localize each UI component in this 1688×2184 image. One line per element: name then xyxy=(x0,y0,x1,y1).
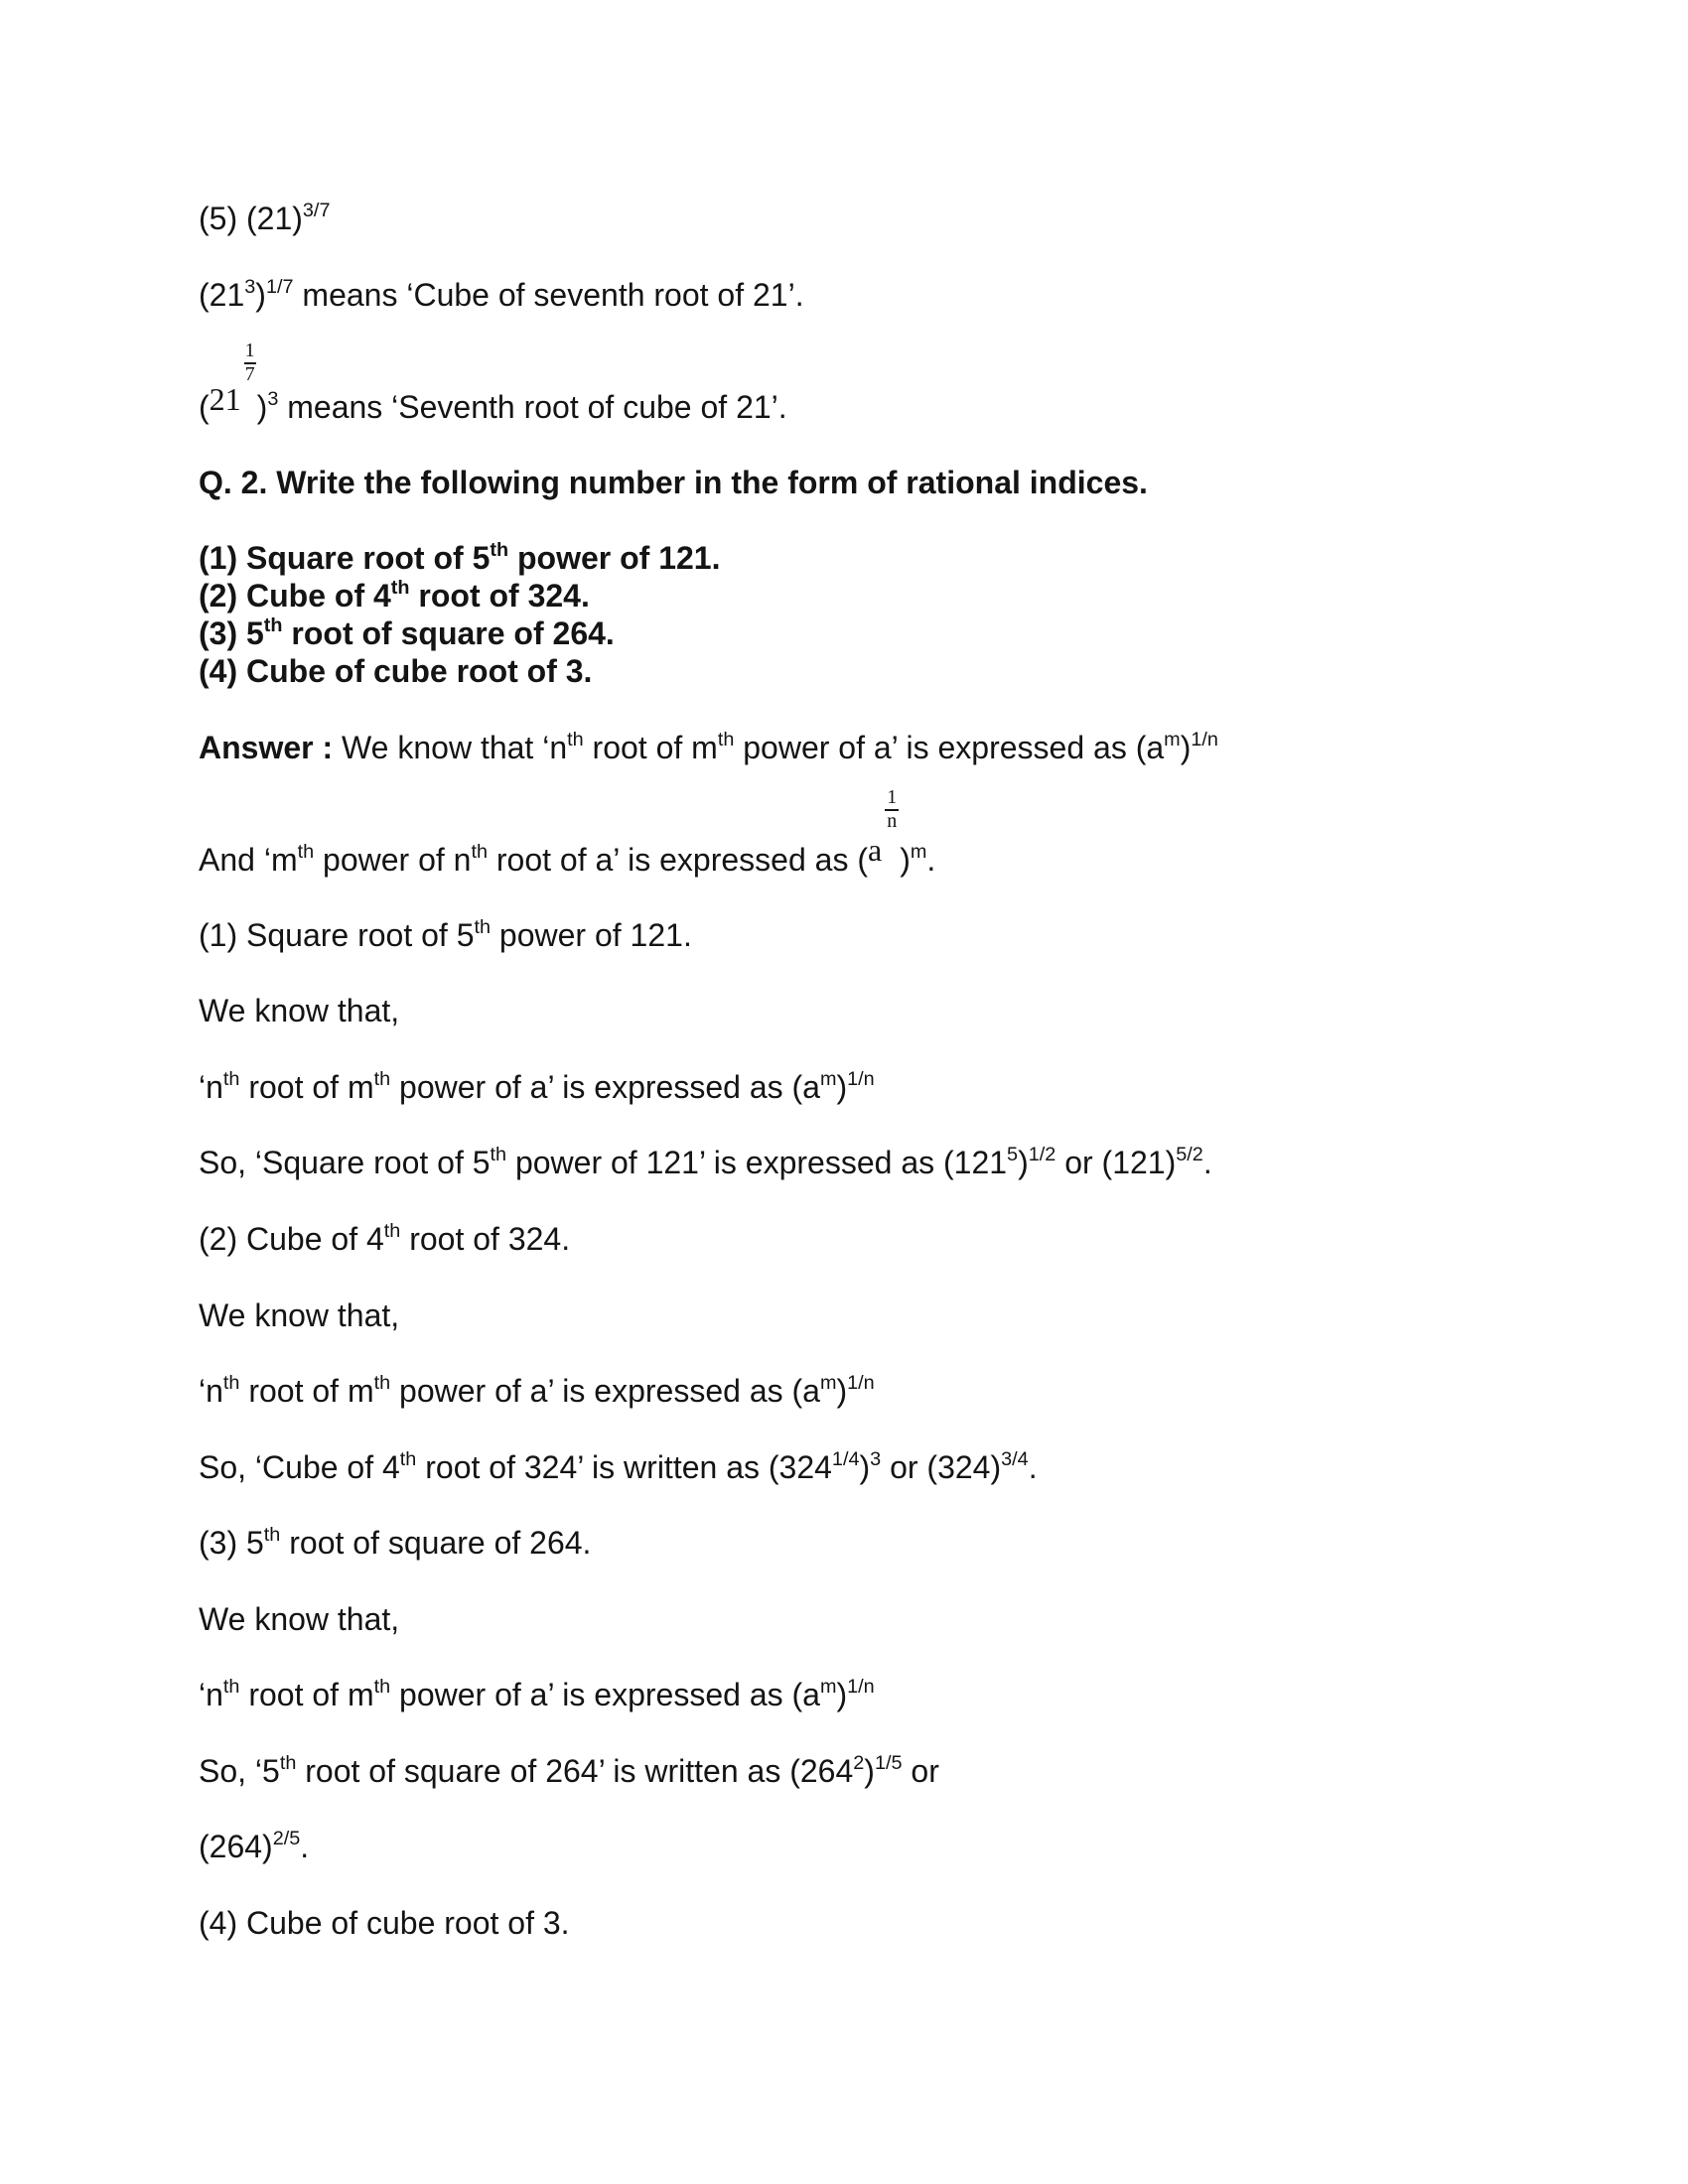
part-3-heading: (3) 5th root of square of 264. xyxy=(199,1524,592,1561)
question-item-3: (3) 5th root of square of 264. xyxy=(199,614,615,651)
question-item-1: (1) Square root of 5th power of 121. xyxy=(199,539,721,576)
cube-of-seventh-root-line: $(21^3)^{1/7}$ means ‘Cube of seventh root of 21’. xyxy=(199,276,804,313)
example-5-heading: (5) $(21)^{3/7}$ xyxy=(199,200,331,236)
part-3-answer: So, ‘5th root of square of 264’ is written as $(264^2)^{1/5}$ or xyxy=(199,1752,939,1789)
rule-line-3: ‘$n^{th}$ root of $m^{th}$ power of a’ is expressed as $(a^m)^{1/n}$ xyxy=(199,1676,875,1712)
fractional-power-expression: 21 $\frac{1}{7}$ xyxy=(209,340,255,417)
part-1-answer: So, ‘Square root of 5th power of 121’ is expressed as $(121^5)^{1/2}$ or $(121)^{5/2}$. xyxy=(199,1144,1212,1180)
we-know-that-1: We know that, xyxy=(199,993,400,1028)
seventh-root-of-cube-line: (21 $\frac{1}{7}$ )$^3$ means ‘Seventh root of cube of 21’. xyxy=(199,340,787,425)
part-4-heading: (4) Cube of cube root of 3. xyxy=(199,1905,570,1941)
part-1-heading: (1) Square root of 5th power of 121. xyxy=(199,916,692,953)
question-2-heading: Q. 2. Write the following number in the form of rational indices. xyxy=(199,465,1148,500)
question-item-2: (2) Cube of 4th root of 324. xyxy=(199,577,590,614)
rule-line-1: ‘$n^{th}$ root of $m^{th}$ power of a’ is expressed as $(a^m)^{1/n}$ xyxy=(199,1068,875,1105)
fractional-power-expression: a $\frac{1}{n}$ xyxy=(867,786,898,868)
we-know-that-3: We know that, xyxy=(199,1601,400,1637)
mth-power-of-nth-root-line: And ‘$m^{th}$ power of $n^{th}$ root of a’ is expressed as (a $\frac{1}{n}$ )$^m$. xyxy=(199,786,936,878)
question-item-4: (4) Cube of cube root of 3. xyxy=(199,653,593,689)
answer-intro: Answer : We know that ‘$n^{th}$ root of $m^{th}$ power of a’ is expressed as $(a^m)^{1/n}$ xyxy=(199,729,1218,765)
part-3-answer-continued: $(264)^{2/5}$. xyxy=(199,1828,310,1864)
rule-line-2: ‘$n^{th}$ root of $m^{th}$ power of a’ is expressed as $(a^m)^{1/n}$ xyxy=(199,1372,875,1409)
part-2-answer: So, ‘Cube of 4th root of 324’ is written as $(324^{1/4})^3$ or $(324)^{3/4}$. xyxy=(199,1448,1038,1485)
we-know-that-2: We know that, xyxy=(199,1297,400,1333)
part-2-heading: (2) Cube of 4th root of 324. xyxy=(199,1220,571,1257)
